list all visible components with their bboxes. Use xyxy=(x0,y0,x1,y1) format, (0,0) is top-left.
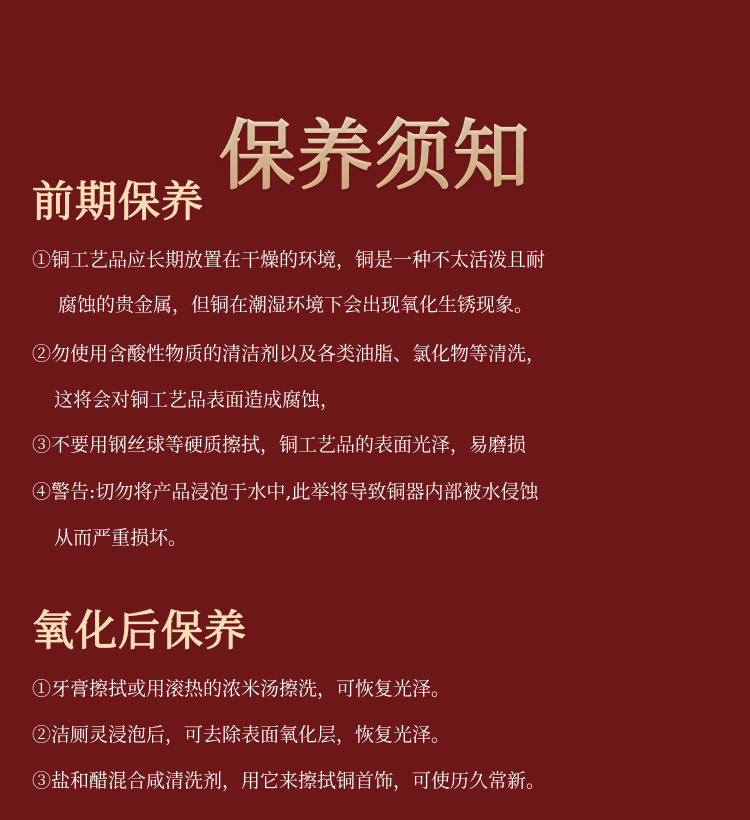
pre-care-line-3: ②勿使用含酸性物质的清洁剂以及各类油脂、氯化物等清洗， xyxy=(32,343,546,365)
post-oxidation-line-2: ②洁厕灵浸泡后，可去除表面氧化层，恢复光泽。 xyxy=(32,724,451,746)
page-title: 保养须知 xyxy=(0,113,750,199)
pre-care-line-7: 从而严重损坏。 xyxy=(54,527,188,549)
post-oxidation-line-1: ①牙膏擦拭或用滚热的浓米汤擦洗，可恢复光泽。 xyxy=(32,678,451,700)
post-oxidation-line-3: ③盐和醋混合咸清洗剂，用它来擦拭铜首饰，可使历久常新。 xyxy=(32,770,546,792)
pre-care-line-1: ①铜工艺品应长期放置在干燥的环境，铜是一种不太活泼且耐 xyxy=(32,249,546,271)
pre-care-line-6: ④警告:切勿将产品浸泡于水中,此举将导致铜器内部被水侵蚀 xyxy=(32,481,539,503)
pre-care-line-5: ③不要用钢丝球等硬质擦拭，铜工艺品的表面光泽，易磨损 xyxy=(32,434,527,456)
pre-care-line-2: 腐蚀的贵金属，但铜在潮湿环境下会出现氧化生锈现象。 xyxy=(58,294,534,316)
section-heading-post-oxidation: 氧化后保养 xyxy=(32,606,248,655)
pre-care-line-4: 这将会对铜工艺品表面造成腐蚀， xyxy=(54,389,340,411)
section-heading-pre-care: 前期保养 xyxy=(32,177,205,226)
